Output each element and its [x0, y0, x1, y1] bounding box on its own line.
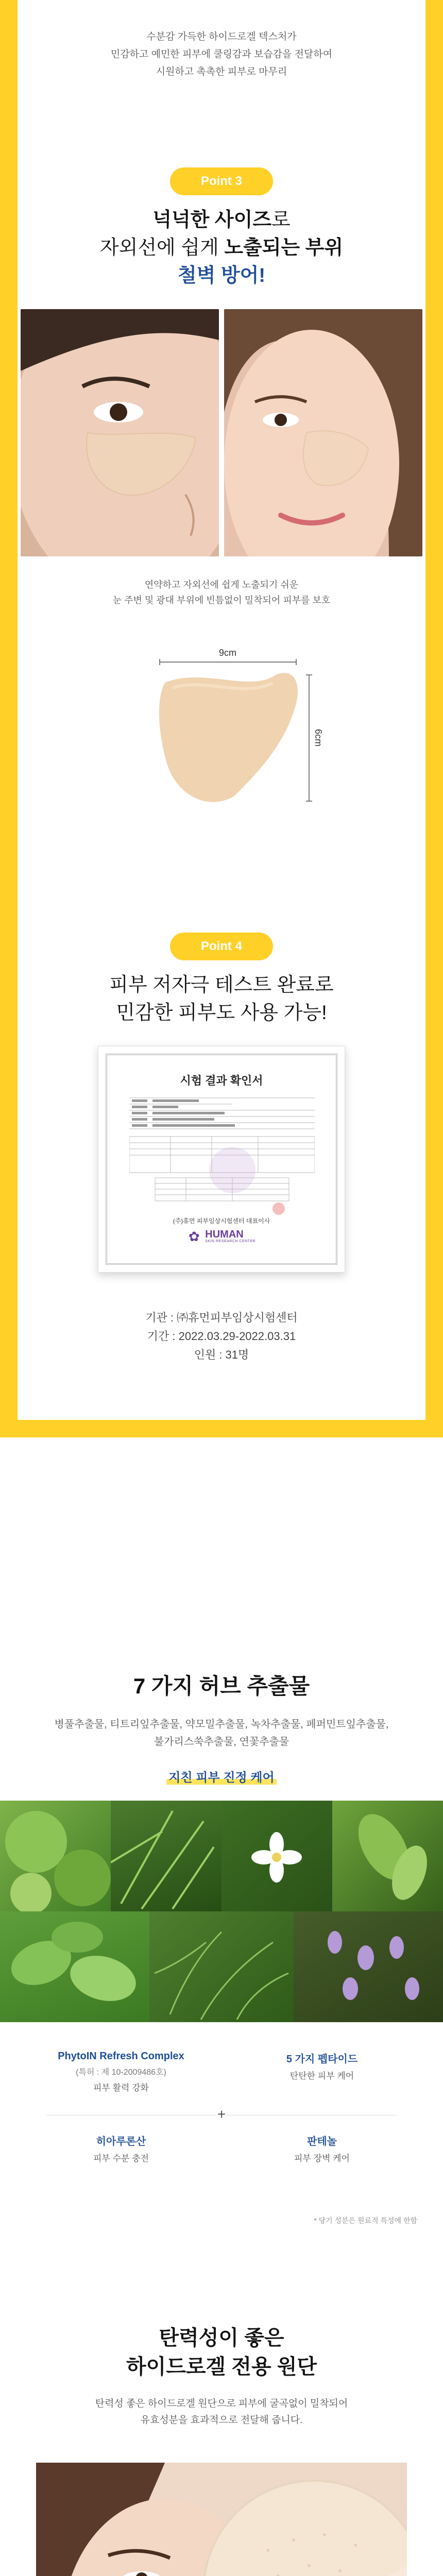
hydrogel-description [0, 2396, 443, 2429]
herb-care [0, 1767, 443, 1785]
face-photo-right [224, 309, 422, 556]
test-certificate [98, 1046, 345, 1273]
certificate-table [129, 1093, 315, 1222]
point3-desc-line-2: 눈 주변 및 광대 부위에 빈틈없이 밀착되어 피부를 보호 [112, 595, 331, 605]
ingredient-peptide [237, 2050, 407, 2081]
green-tea-image [332, 1801, 443, 1911]
intro-line-1: 수분감 가득한 하이드로겔 텍스처가 [146, 31, 297, 42]
herb-list-line-1: 병풀추출물, 티트리잎추출물, 약모밀추출물, 녹차추출물, 페퍼민트잎추출물, [54, 1719, 389, 1730]
hydrogel-texture-photo [36, 2463, 407, 2576]
test-participants: 인원 : 31명 [194, 1348, 249, 1361]
hydrogel-model-image [36, 2463, 407, 2576]
ingredient-note: * 당기 성분은 원료적 특성에 한함 [314, 2216, 417, 2225]
lotus-image [294, 1911, 443, 2022]
point3-headline-rest: 로 [271, 209, 291, 231]
ingredient-panthenol [237, 2133, 407, 2164]
herb-care-text: 지친 피부 진정 케어 [166, 1771, 276, 1785]
hydrogel-desc-line-2: 유효성분을 효과적으로 전달해 줍니다. [140, 2415, 303, 2426]
point3-headline-line-1 [0, 206, 443, 234]
flower-logo-icon: ✿ [188, 1228, 200, 1244]
certificate-title: 시험 결과 확인서 [180, 1074, 263, 1087]
certificate-org: (주)휴먼 피부임상시험센터 대표이사 [173, 1217, 270, 1225]
herb-photo-green-tea [332, 1801, 443, 1911]
ingredient-phytoin [36, 2050, 206, 2093]
ingredient-desc: 탄탄한 피부 케어 [289, 2071, 354, 2081]
height-label: 6cm [313, 729, 323, 747]
ingredient-title: 5 가지 펩타이드 [286, 2054, 358, 2065]
hydrogel-title [0, 2324, 443, 2381]
herb-photo-peppermint [0, 1911, 149, 2022]
key-ingredients [36, 2040, 407, 2184]
centella-image [0, 1801, 111, 1911]
ingredient-desc: 피부 수분 충전 [93, 2154, 149, 2163]
logo-name: HUMAN [205, 1229, 244, 1240]
ingredient-hyaluronic [36, 2133, 206, 2164]
test-institution: 기관 : ㈜휴먼피부임상시험센터 [145, 1311, 298, 1324]
point3-headline [0, 206, 443, 290]
point3-headline-accent: 철벽 방어! [177, 265, 266, 286]
width-label: 9cm [219, 648, 237, 658]
face-photo-left [21, 309, 219, 556]
point3-headline-bold: 넉넉한 사이즈 [152, 209, 272, 231]
plus-icon: + [217, 2106, 226, 2122]
point4-headline [0, 971, 443, 1027]
logo-sub: SKIN RESEARCH CENTER [205, 1240, 256, 1243]
patch-shape [147, 647, 322, 817]
ingredient-title: 히아루론산 [96, 2136, 146, 2147]
ingredient-title: 판테놀 [307, 2136, 337, 2147]
point3-headline-bold-2: 노출되는 부위 [224, 237, 344, 259]
tea-tree-image [111, 1801, 222, 1911]
logo-text [205, 1229, 255, 1243]
point4-headline-line-2: 민감한 피부도 사용 가능! [116, 1002, 327, 1024]
test-info [0, 1309, 443, 1364]
point3-headline-line-2 [0, 234, 443, 262]
houttuynia-image [222, 1801, 332, 1911]
point3-badge: Point 3 [170, 167, 273, 195]
herb-photo-houttuynia [222, 1801, 332, 1911]
face-right-image [224, 309, 422, 556]
point3-headline-pre: 자외선에 쉽게 [99, 237, 225, 259]
hydrogel-title-line-1: 탄력성이 좋은 [159, 2327, 284, 2349]
point3-desc-line-1: 연약하고 자외선에 쉽게 노출되기 쉬운 [144, 580, 299, 590]
ingredient-title: PhytoIN Refresh Complex [58, 2050, 184, 2062]
ingredient-desc: 피부 활력 강화 [93, 2083, 149, 2093]
hydrogel-title-line-2: 하이드로겔 전용 원단 [126, 2355, 317, 2378]
peppermint-image [0, 1911, 149, 2022]
ingredient-desc: 피부 장벽 케어 [294, 2154, 350, 2163]
herb-photo-centella [0, 1801, 111, 1911]
intro-line-3: 시원하고 촉촉한 피부로 마무리 [156, 66, 287, 77]
hydrogel-desc-line-1: 탄력성 좋은 하이드로겔 원단으로 피부에 굴곡없이 밀착되어 [95, 2398, 348, 2409]
point4-badge: Point 4 [170, 933, 273, 960]
herb-title: 7 가지 허브 추출물 [133, 1674, 310, 1698]
mugwort-image [149, 1911, 294, 2022]
certificate-logo [98, 1229, 345, 1243]
patch-dimension-figure [147, 647, 322, 817]
test-period: 기간 : 2022.03.29-2022.03.31 [147, 1330, 296, 1343]
herb-photo-lotus [294, 1911, 443, 2022]
point4-headline-line-1: 피부 저자극 테스트 완료로 [109, 974, 334, 996]
point3-description [0, 577, 443, 608]
herb-list [0, 1716, 443, 1751]
intro-line-2: 민감하고 예민한 피부에 쿨링감과 보습감을 전달하여 [110, 49, 333, 60]
ingredient-patent: (특허 : 제 10-2009486호) [76, 2068, 166, 2077]
herb-photo-tea-tree [111, 1801, 222, 1911]
herb-photo-grid [0, 1801, 443, 2022]
face-left-image [21, 309, 219, 556]
herb-list-line-2: 불가리스쑥추출물, 연꽃추출물 [154, 1736, 289, 1748]
intro-text [0, 28, 443, 81]
herb-photo-mugwort [149, 1911, 294, 2022]
